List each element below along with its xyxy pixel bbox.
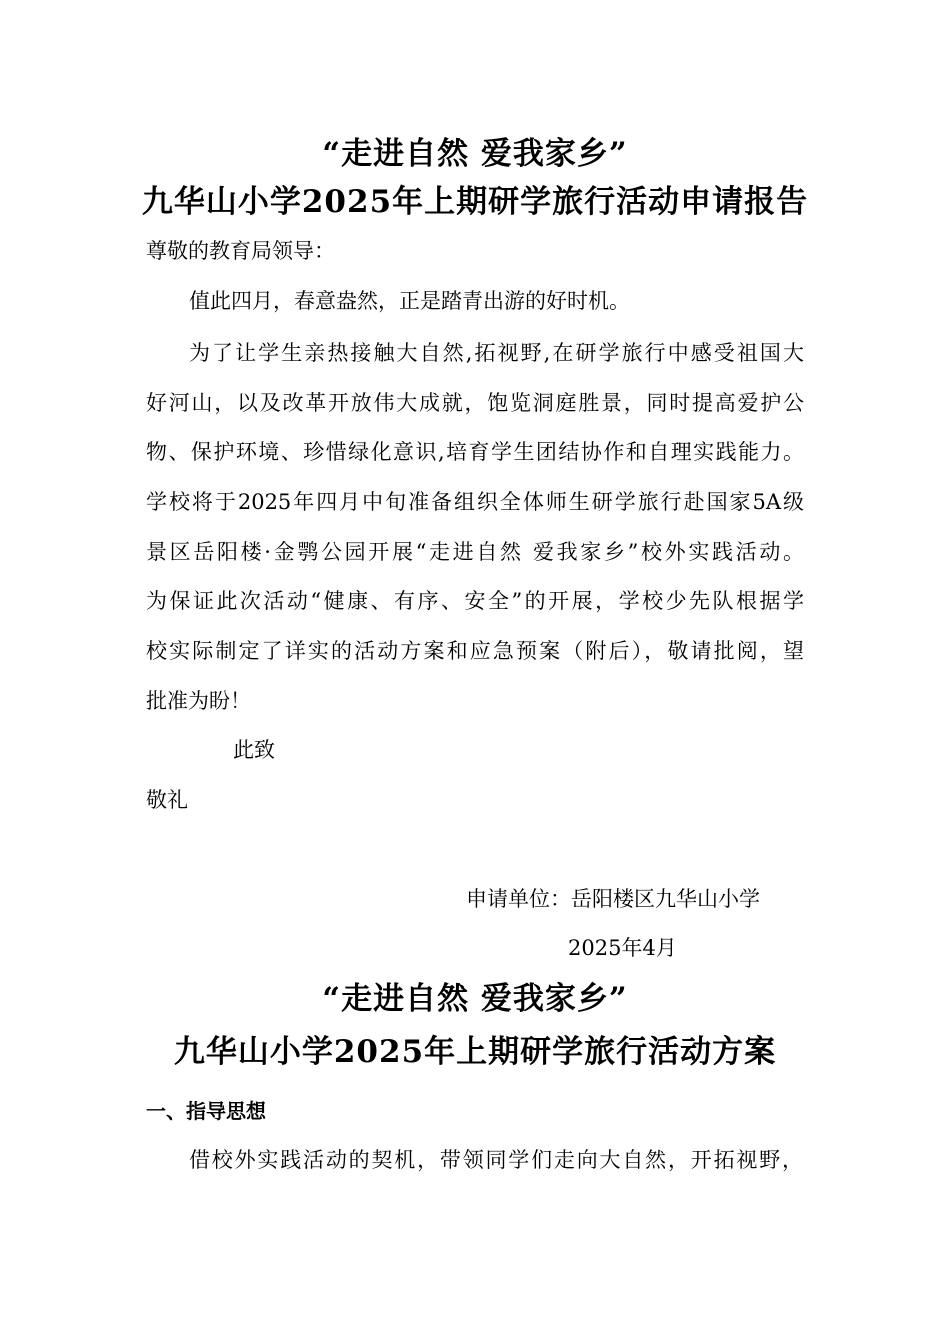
report-body-line-7: 校实际制定了详实的活动方案和应急预案（附后），敬请批阅，望 xyxy=(146,639,804,663)
report-salutation: 尊敬的教育局领导： xyxy=(146,239,335,263)
report-body-line-2: 好河山，以及改革开放伟大成就，饱览洞庭胜景，同时提高爱护公 xyxy=(146,391,804,415)
report-applicant: 申请单位：岳阳楼区九华山小学 xyxy=(466,887,760,911)
report-title-main: 九华山小学2025年上期研学旅行活动申请报告 xyxy=(141,184,809,220)
plan-section-heading: 一、指导思想 xyxy=(146,1099,266,1123)
report-body-line-1: 为了让学生亲热接触大自然,拓视野,在研学旅行中感受祖国大 xyxy=(189,341,804,365)
report-title-slogan: “走进自然 爱我家乡” xyxy=(322,136,628,172)
report-body-line-6: 为保证此次活动“健康、有序、安全”的开展，学校少先队根据学 xyxy=(146,589,804,613)
report-closing-cizhi: 此致 xyxy=(233,738,275,762)
report-date: 2025年4月 xyxy=(568,936,677,960)
report-body-line-5: 景区岳阳楼·金鹗公园开展“走进自然 爱我家乡”校外实践活动。 xyxy=(146,540,804,564)
plan-title-slogan: “走进自然 爱我家乡” xyxy=(322,981,628,1017)
report-intro: 值此四月，春意盎然，正是踏青出游的好时机。 xyxy=(189,289,630,313)
report-body-line-4: 学校将于2025年四月中旬准备组织全体师生研学旅行赴国家5A级 xyxy=(146,490,804,514)
plan-title-main: 九华山小学2025年上期研学旅行活动方案 xyxy=(173,1034,777,1070)
plan-section-first-line: 借校外实践活动的契机，带领同学们走向大自然，开拓视野， xyxy=(189,1148,804,1172)
report-body-last-line: 批准为盼！ xyxy=(146,689,251,713)
report-body-line-3: 物、保护环境、珍惜绿化意识,培育学生团结协作和自理实践能力。 xyxy=(146,440,804,464)
report-closing-jingli: 敬礼 xyxy=(146,788,188,812)
